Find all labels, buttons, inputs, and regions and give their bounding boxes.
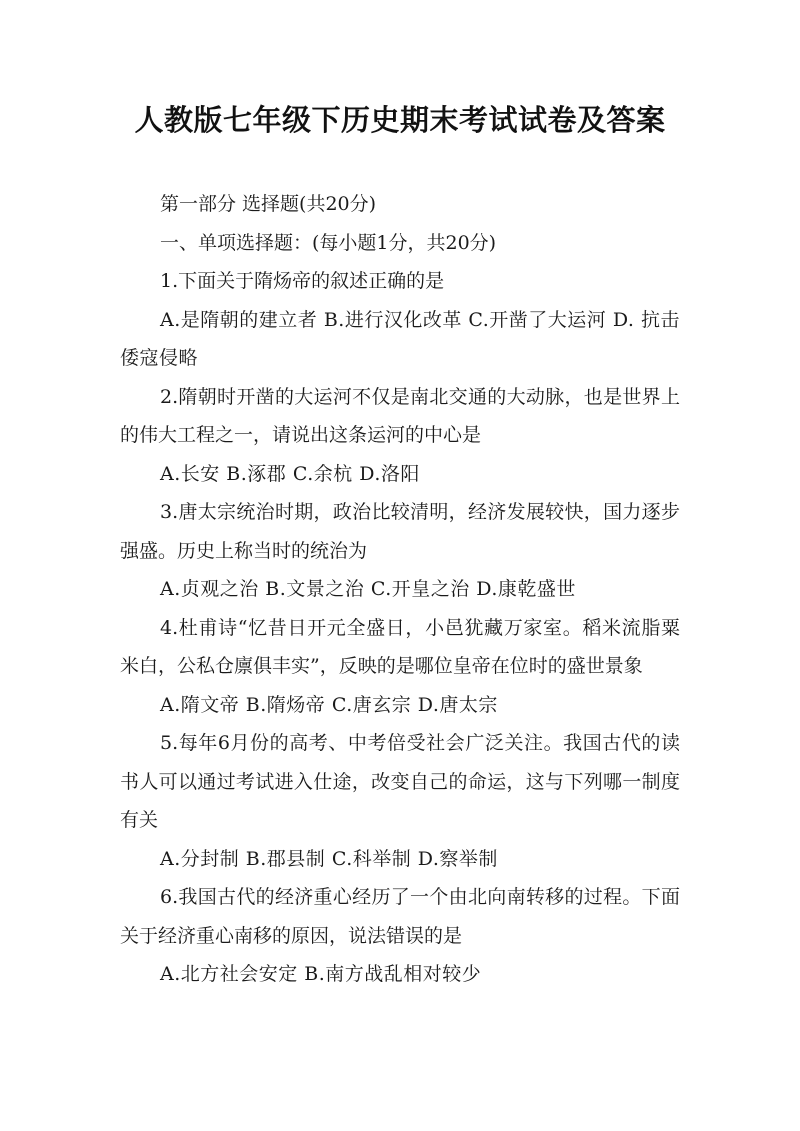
question-5: 5.每年6月份的高考、中考倍受社会广泛关注。我国古代的读书人可以通过考试进入仕途，改变自己的命运，这与下列哪一制度有关 [120, 732, 680, 831]
section-heading: 第一部分 选择题(共20分) [160, 193, 377, 215]
subsection-heading: 一、单项选择题：(每小题1分，共20分) [160, 231, 497, 254]
question-4-options: A.隋文帝 B.隋炀帝 C.唐玄宗 D.唐太宗 [160, 693, 498, 716]
question-5-options: A.分封制 B.郡县制 C.科举制 D.察举制 [160, 847, 498, 870]
question-4: 4.杜甫诗“忆昔日开元全盛日，小邑犹藏万家室。稻米流脂粟米白，公私仓廪俱丰实”，反映的是哪位皇帝在位时的盛世景象 [120, 616, 680, 677]
document-title: 人教版七年级下历史期末考试试卷及答案 [134, 103, 666, 137]
question-2-options: A.长安 B.涿郡 C.余杭 D.洛阳 [160, 462, 420, 485]
question-2: 2.隋朝时开凿的大运河不仅是南北交通的大动脉，也是世界上的伟大工程之一，请说出这条运河的中心是 [120, 385, 680, 446]
question-3: 3.唐太宗统治时期，政治比较清明，经济发展较快，国力逐步强盛。历史上称当时的统治为 [120, 501, 680, 562]
question-1: 1.下面关于隋炀帝的叙述正确的是 [160, 270, 445, 292]
question-3-options: A.贞观之治 B.文景之治 C.开皇之治 D.康乾盛世 [160, 578, 576, 600]
question-6: 6.我国古代的经济重心经历了一个由北向南转移的过程。下面关于经济重心南移的原因，说法错误的是 [120, 886, 680, 947]
question-6-options: A.北方社会安定 B.南方战乱相对较少 [160, 963, 482, 985]
document-body [120, 185, 680, 994]
question-1-options: A.是隋朝的建立者 B.进行汉化改革 C.开凿了大运河 D. 抗击倭寇侵略 [120, 308, 680, 369]
